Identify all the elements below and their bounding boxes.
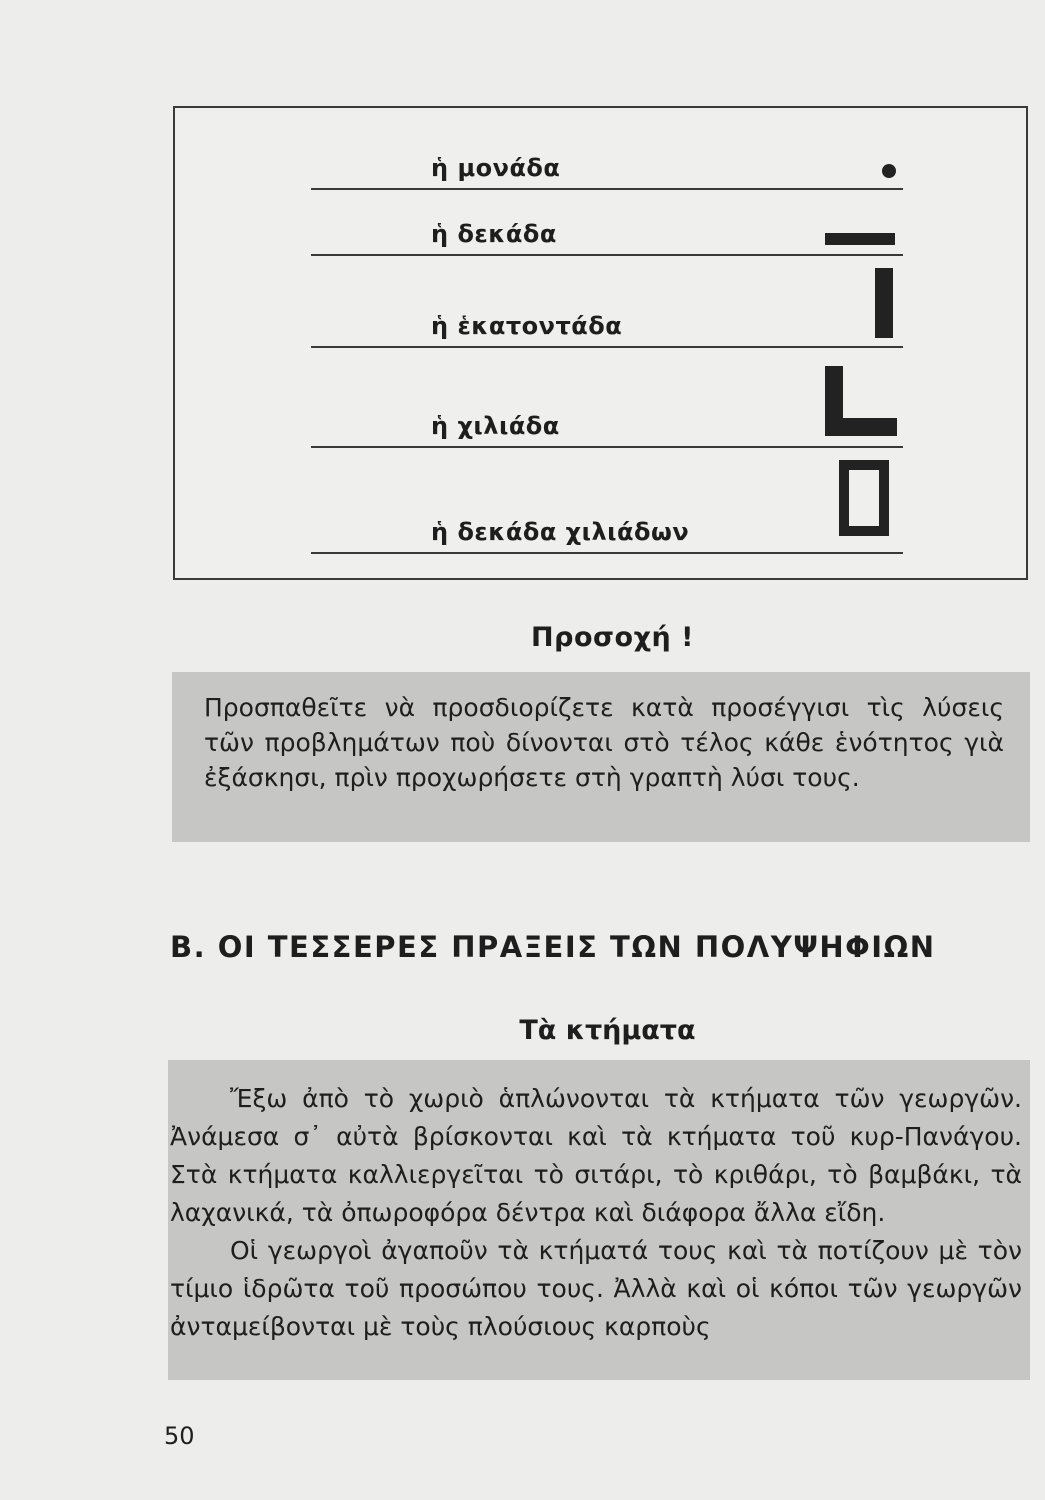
attention-note-text: Προσπαθεῖτε νὰ προσδιορίζετε κατὰ προσέγγισι τὶς λύσεις τῶν προβλημάτων ποὺ δίνονται στὸ τέλος κάθε ἑνότητος γιὰ ἐξάσκησι, πρὶν προχωρήσετε στὴ γραπτὴ λύσι τους. [204,693,1004,792]
row-rule [311,188,903,190]
unit-label: ἡ δεκάδα χιλιάδων [431,518,690,546]
section-title: Β. ΟΙ ΤΕΣΣΕΡΕΣ ΠΡΑΞΕΙΣ ΤΩΝ ΠΟΛΥΨΗΦΙΩΝ [170,930,936,964]
section-subtitle: Τὰ κτήματα [519,1015,696,1046]
row-rule [311,346,903,348]
row-rule [311,446,903,448]
unit-label: ἡ χιλιάδα [431,412,560,440]
attention-heading: Προσοχή ! [531,622,694,653]
ten-thousand-rod-icon [839,460,889,536]
page-number: 50 [164,1422,195,1450]
ten-bar-icon [825,233,895,245]
unit-label: ἡ δεκάδα [431,220,557,248]
story-paragraph: Ἔξω ἀπὸ τὸ χωριὸ ἁπλώνονται τὰ κτήματα τῶν γεωργῶν. Ἀνάμεσα σ᾽ αὐτὰ βρίσκονται καὶ τὰ κτήματα τοῦ κυρ-Πανάγου. Στὰ κτήματα καλλιεργεῖται τὸ σιτάρι, τὸ κριθάρι, τὸ βαμβάκι, τὰ λαχανικά, τὰ ὀπωροφόρα δέντρα καὶ διάφορα ἄλλα εἴδη. [170,1084,1022,1227]
unit-dot-icon [882,164,896,178]
row-rule [311,254,903,256]
story-paragraph: Οἱ γεωργοὶ ἀγαποῦν τὰ κτήματά τους καὶ τὰ ποτίζουν μὲ τὸν τίμιο ἱδρῶτα τοῦ προσώπου τους. Ἀλλὰ καὶ οἱ κόποι τῶν γεωργῶν ἀνταμείβονται μὲ τοὺς πλούσιους καρποὺς [170,1236,1022,1341]
thousand-block-horizontal-icon [825,418,897,436]
row-rule [311,552,903,554]
unit-label: ἡ ἑκατοντάδα [431,312,623,340]
place-value-box [173,106,1028,580]
hundred-square-icon [875,268,893,338]
story-text [170,1080,1022,1346]
unit-label: ἡ μονάδα [431,154,561,182]
